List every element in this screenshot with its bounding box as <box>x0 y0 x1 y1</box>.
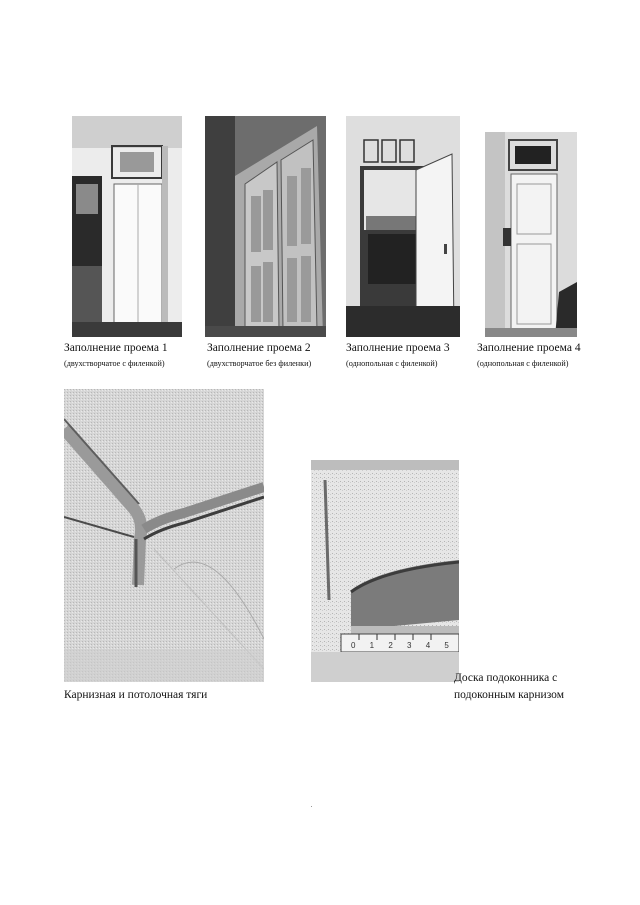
door-photo-4 <box>485 132 577 337</box>
photo-1-subtitle: (двухстворчатое с филенкой) <box>64 359 165 368</box>
photo-4-subtitle: (однопольная с филенкой) <box>477 359 569 368</box>
photo-2-subtitle: (двухстворчатое без филенки) <box>207 359 312 368</box>
ruler-scale-label: 0 1 2 3 4 5 <box>351 641 455 650</box>
double-door-without-panel-icon <box>205 116 326 337</box>
photo-1-title: Заполнение проема 1 <box>64 342 168 354</box>
cornice-photo <box>64 389 264 682</box>
photo-2-title: Заполнение проема 2 <box>207 342 311 354</box>
door-photo-2 <box>205 116 326 337</box>
single-door-open-icon <box>346 116 460 337</box>
single-door-with-transom-icon <box>485 132 577 337</box>
sill-caption-line-1: Доска подоконника с <box>454 672 558 684</box>
door-photo-3 <box>346 116 460 337</box>
photo-3-title: Заполнение проема 3 <box>346 342 450 354</box>
sill-caption-line-2: подоконным карнизом <box>454 689 564 701</box>
sill-photo <box>311 460 459 682</box>
scan-dot <box>311 806 312 807</box>
photo-4-title: Заполнение проема 4 <box>477 342 581 354</box>
cornice-ceiling-molding-icon <box>64 389 264 682</box>
door-photo-1 <box>72 116 182 337</box>
photo-3-subtitle: (однопольная с филенкой) <box>346 359 438 368</box>
double-door-with-panel-icon <box>72 116 182 337</box>
cornice-caption: Карнизная и потолочная тяги <box>64 689 208 701</box>
